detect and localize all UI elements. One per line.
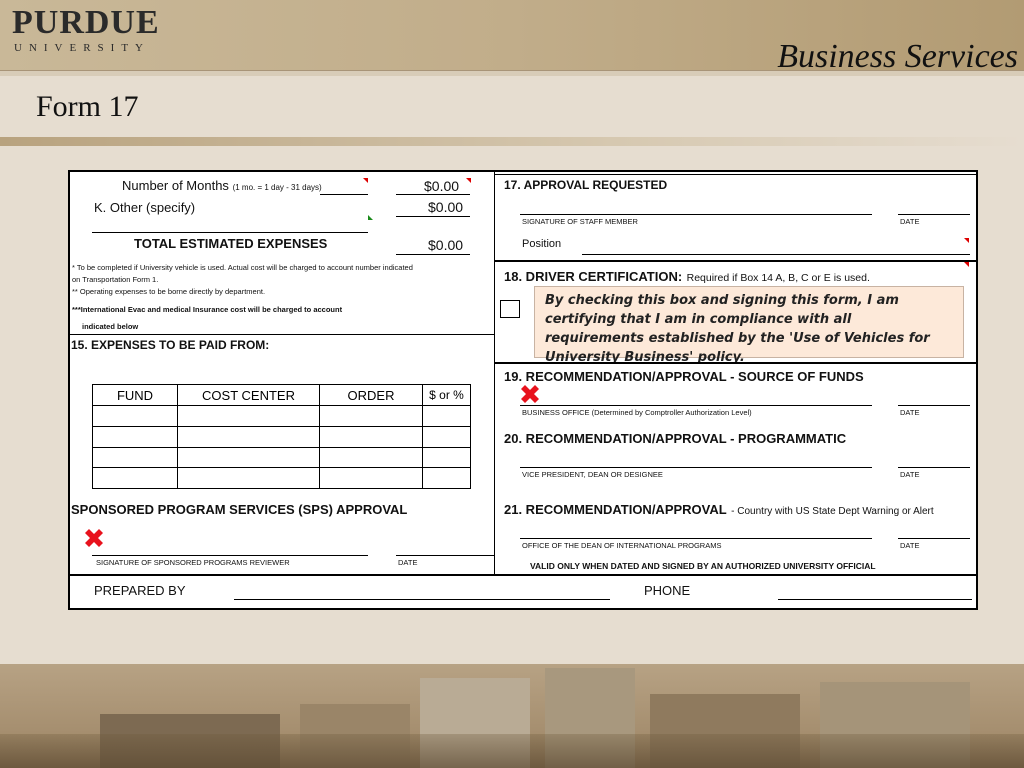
phone-line[interactable]: [778, 599, 972, 600]
vp-date-line[interactable]: [898, 467, 970, 468]
title-separator: [0, 137, 1024, 146]
valid-only-note: VALID ONLY WHEN DATED AND SIGNED BY AN AUTHORIZED UNIVERSITY OFFICIAL: [530, 561, 876, 571]
business-office-signature-line[interactable]: [520, 405, 872, 406]
table-cell[interactable]: [422, 447, 471, 468]
section-19-title: 19. RECOMMENDATION/APPROVAL - SOURCE OF FUNDS: [504, 369, 864, 384]
section-20-title: 20. RECOMMENDATION/APPROVAL - PROGRAMMATIC: [504, 431, 847, 446]
driver-certification-checkbox[interactable]: [500, 300, 520, 318]
section-divider: [70, 574, 978, 576]
other-spec-line: [92, 232, 368, 233]
vp-signature-line[interactable]: [520, 467, 872, 468]
intl-signature-label: OFFICE OF THE DEAN OF INTERNATIONAL PROGRAMS: [522, 541, 722, 550]
comment-marker: [466, 178, 471, 183]
other-label: K. Other (specify): [94, 200, 196, 215]
form-17-excerpt: [68, 170, 978, 610]
sps-title: SPONSORED PROGRAM SERVICES (SPS) APPROVAL: [71, 502, 408, 517]
note-vehicle: * To be completed if University vehicle is used. Actual cost will be charged to account number indicated: [72, 263, 413, 272]
comment-marker: [363, 178, 368, 183]
section-18-heading: 18. DRIVER CERTIFICATION: Required if Box 14 A, B, C or E is used.: [504, 269, 870, 284]
table-cell[interactable]: [319, 467, 423, 489]
column-divider: [494, 172, 495, 574]
certification-statement: By checking this box and signing this form, I am certifying that I am in compliance with all requirements established by the 'Use of Vehicles for University Business' policy.: [534, 286, 964, 358]
section-17-title: 17. APPROVAL REQUESTED: [504, 178, 668, 192]
sps-signature-label: SIGNATURE OF SPONSORED PROGRAMS REVIEWER: [96, 558, 290, 567]
staff-signature-line[interactable]: [520, 214, 872, 215]
table-cell[interactable]: [92, 426, 178, 448]
intl-date-label: DATE: [900, 541, 920, 550]
intl-signature-line[interactable]: [520, 538, 872, 539]
table-cell[interactable]: [177, 426, 320, 448]
intl-date-line[interactable]: [898, 538, 970, 539]
table-cell[interactable]: [92, 447, 178, 468]
note-operating: ** Operating expenses to be borne directly by department.: [72, 287, 266, 296]
campus-photo-banner: [0, 664, 1024, 768]
section-divider: [494, 174, 978, 175]
section-21-heading: 21. RECOMMENDATION/APPROVAL - Country with US State Dept Warning or Alert: [504, 502, 934, 517]
department-title: Business Services: [777, 38, 1018, 75]
comment-marker: [964, 262, 969, 267]
table-cell[interactable]: [92, 467, 178, 489]
section-divider: [494, 362, 978, 364]
staff-date-label: DATE: [900, 217, 920, 226]
months-line: [320, 194, 368, 195]
business-office-date-line[interactable]: [898, 405, 970, 406]
table-cell[interactable]: [319, 426, 423, 448]
red-x-icon: [82, 526, 106, 550]
phone-label: PHONE: [644, 583, 691, 598]
business-office-label: BUSINESS OFFICE (Determined by Comptroller Authorization Level): [522, 408, 752, 417]
position-label: Position: [522, 238, 562, 250]
comment-marker-green: [368, 215, 373, 220]
vp-signature-label: VICE PRESIDENT, DEAN OR DESIGNEE: [522, 470, 663, 479]
table-cell[interactable]: [177, 467, 320, 489]
note-vehicle-b: on Transportation Form 1.: [72, 275, 159, 284]
table-cell[interactable]: [422, 467, 471, 489]
purdue-logo: [12, 6, 160, 54]
section-divider: [494, 260, 978, 262]
comment-marker: [964, 238, 969, 243]
table-cell[interactable]: [177, 405, 320, 427]
vp-date-label: DATE: [900, 470, 920, 479]
total-value: $0.00: [428, 237, 464, 253]
table-cell[interactable]: [422, 405, 471, 427]
total-value-line: [396, 254, 470, 255]
table-cell[interactable]: [422, 426, 471, 448]
total-label: TOTAL ESTIMATED EXPENSES: [134, 236, 328, 251]
sps-date-line[interactable]: [396, 555, 494, 556]
staff-date-line[interactable]: [898, 214, 970, 215]
trees-shape: [0, 734, 1024, 768]
prepared-by-label: PREPARED BY: [94, 583, 186, 598]
col-amount: $ or %: [422, 384, 471, 406]
table-cell[interactable]: [319, 447, 423, 468]
business-office-date-label: DATE: [900, 408, 920, 417]
col-fund: FUND: [92, 384, 178, 406]
section-divider: [70, 334, 494, 335]
table-cell[interactable]: [92, 405, 178, 427]
months-value-line: [396, 194, 470, 195]
sps-date-label: DATE: [398, 558, 418, 567]
col-cost-center: COST CENTER: [177, 384, 320, 406]
table-cell[interactable]: [319, 405, 423, 427]
note-insurance-b: indicated below: [82, 322, 139, 331]
months-label: Number of Months (1 mo. = 1 day - 31 days): [122, 178, 322, 193]
col-order: ORDER: [319, 384, 423, 406]
position-line[interactable]: [582, 254, 970, 255]
other-value: $0.00: [428, 199, 464, 215]
staff-signature-label: SIGNATURE OF STAFF MEMBER: [522, 217, 638, 226]
table-cell[interactable]: [177, 447, 320, 468]
other-value-line: [396, 216, 470, 217]
prepared-by-line[interactable]: [234, 599, 610, 600]
logo-sub-text: UNIVERSITY: [14, 42, 150, 54]
section-15-title: 15. EXPENSES TO BE PAID FROM:: [71, 338, 270, 352]
red-x-icon: [518, 382, 542, 406]
note-insurance: ***International Evac and medical Insurance cost will be charged to account: [72, 305, 343, 314]
months-value: $0.00: [424, 178, 460, 194]
slide-title: Form 17: [36, 90, 139, 123]
sps-signature-line[interactable]: [92, 555, 368, 556]
logo-main-text: PURDUE: [12, 4, 160, 41]
